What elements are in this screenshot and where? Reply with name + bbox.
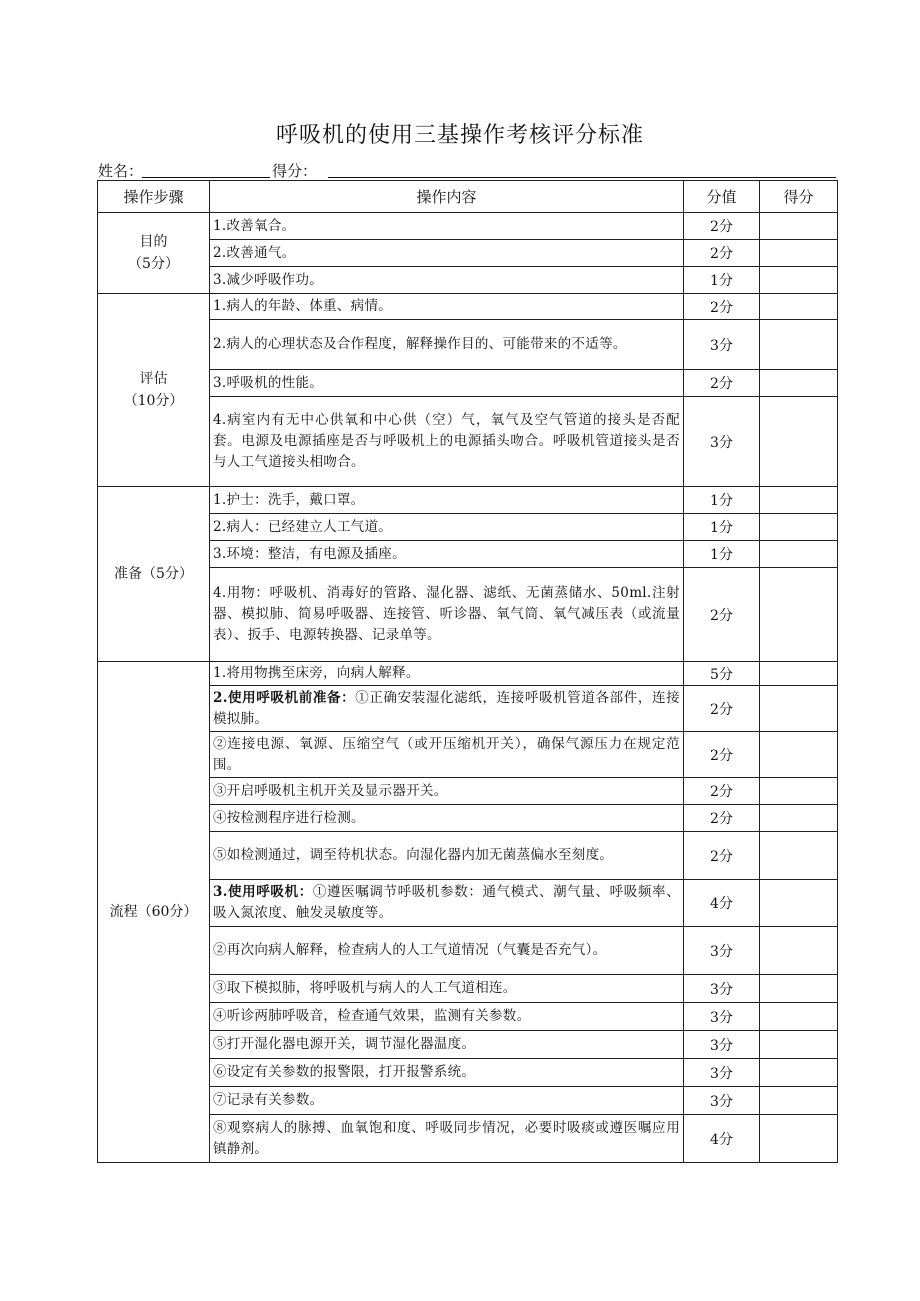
content-text: 1.改善氧合。 xyxy=(213,217,296,234)
content-text: 3.减少呼吸作功。 xyxy=(213,271,324,288)
step-points: （5分） xyxy=(128,256,179,272)
score-cell: 2分 xyxy=(684,213,760,240)
content-text: 1.将用物携至床旁，向病人解释。 xyxy=(213,665,420,681)
content-text: 4.用物：呼吸机、消毒好的管路、湿化器、滤纸、无菌蒸储水、50ml.注射器、模拟肺、简易呼吸器、连接管、听诊器、氧气筒、氧气减压表（或流量表）、扳手、电源转换器、记录单等。 xyxy=(213,585,680,643)
table-row xyxy=(98,662,838,686)
step-cell xyxy=(98,487,210,662)
scoring-table xyxy=(97,180,838,1163)
table-body xyxy=(98,213,838,1163)
score-cell: 2分 xyxy=(684,778,760,805)
score-cell: 4分 xyxy=(684,1115,760,1163)
content-cell xyxy=(210,568,684,662)
score-cell: 2分 xyxy=(684,832,760,880)
table-row xyxy=(98,294,838,320)
got-score-cell[interactable] xyxy=(760,805,838,832)
got-score-cell[interactable] xyxy=(760,514,838,541)
got-score-cell[interactable] xyxy=(760,541,838,568)
score-cell: 3分 xyxy=(684,1003,760,1031)
content-cell xyxy=(210,662,684,686)
content-cell xyxy=(210,541,684,568)
content-cell xyxy=(210,514,684,541)
got-score-cell[interactable] xyxy=(760,832,838,880)
score-cell: 2分 xyxy=(684,240,760,267)
content-cell xyxy=(210,1115,684,1163)
content-cell xyxy=(210,320,684,370)
content-text: ⑦记录有关参数。 xyxy=(213,1092,324,1108)
content-cell xyxy=(210,1031,684,1059)
score-cell: 2分 xyxy=(684,568,760,662)
got-score-cell[interactable] xyxy=(760,880,838,927)
content-text: 2.病人的心理状态及合作程度，解释操作目的、可能带来的不适等。 xyxy=(213,336,627,352)
step-cell xyxy=(98,662,210,1163)
score-cell: 2分 xyxy=(684,732,760,778)
score-cell: 3分 xyxy=(684,927,760,975)
score-cell: 4分 xyxy=(684,880,760,927)
step-label: 评估 xyxy=(139,371,168,387)
content-heading: 3.使用呼吸机： xyxy=(213,884,313,900)
got-score-cell[interactable] xyxy=(760,487,838,514)
score-cell: 3分 xyxy=(684,1087,760,1115)
content-cell xyxy=(210,397,684,487)
header-score: 分值 xyxy=(684,181,760,213)
step-label: 流程（60分） xyxy=(109,904,198,920)
got-score-cell[interactable] xyxy=(760,213,838,240)
content-cell xyxy=(210,267,684,294)
content-heading: 2.使用呼吸机前准备： xyxy=(213,689,356,706)
content-cell xyxy=(210,213,684,240)
header-fields xyxy=(98,160,836,180)
got-score-cell[interactable] xyxy=(760,1087,838,1115)
got-score-cell[interactable] xyxy=(760,568,838,662)
got-score-cell[interactable] xyxy=(760,1003,838,1031)
content-text: 4.病室内有无中心供氧和中心供（空）气，氧气及空气管道的接头是否配套。电源及电源插座是否与呼吸机上的电源插头吻合。呼吸机管道接头是否与人工气道接头相吻合。 xyxy=(213,412,680,470)
content-text: ⑤如检测通过，调至待机状态。向湿化器内加无菌蒸偏水至刻度。 xyxy=(213,847,614,863)
score-cell: 3分 xyxy=(684,975,760,1003)
step-points: （10分） xyxy=(123,393,184,409)
score-cell: 2分 xyxy=(684,370,760,397)
content-text: ②再次向病人解释，检查病人的人工气道情况（气囊是否充气）。 xyxy=(213,942,607,958)
content-cell xyxy=(210,686,684,732)
header-step: 操作步骤 xyxy=(98,181,210,213)
content-cell xyxy=(210,880,684,927)
content-cell xyxy=(210,927,684,975)
score-cell: 1分 xyxy=(684,267,760,294)
content-text: ③取下模拟肺，将呼吸机与病人的人工气道相连。 xyxy=(213,980,517,996)
content-text: 2.改善通气。 xyxy=(213,244,296,261)
content-text: ⑤打开湿化器电源开关，调节湿化器温度。 xyxy=(213,1036,476,1052)
content-text: 1.护士：洗手，戴口罩。 xyxy=(213,491,365,508)
got-score-cell[interactable] xyxy=(760,975,838,1003)
step-cell xyxy=(98,213,210,294)
content-text: ②连接电源、氧源、压缩空气（或开压缩机开关），确保气源压力在规定范围。 xyxy=(213,735,680,773)
got-score-cell[interactable] xyxy=(760,686,838,732)
content-cell xyxy=(210,370,684,397)
content-text: ⑥设定有关参数的报警限，打开报警系统。 xyxy=(213,1064,476,1080)
score-cell: 1分 xyxy=(684,541,760,568)
content-cell xyxy=(210,1003,684,1031)
content-text: ③开启呼吸机主机开关及显示器开关。 xyxy=(213,782,448,799)
content-cell xyxy=(210,975,684,1003)
got-score-cell[interactable] xyxy=(760,1059,838,1087)
content-cell xyxy=(210,778,684,805)
content-text: ④按检测程序进行检测。 xyxy=(213,809,365,826)
got-score-cell[interactable] xyxy=(760,1031,838,1059)
got-score-cell[interactable] xyxy=(760,1115,838,1163)
content-cell xyxy=(210,240,684,267)
content-text: 2.病人：已经建立人工气道。 xyxy=(213,518,393,535)
step-cell xyxy=(98,294,210,487)
score-cell: 2分 xyxy=(684,686,760,732)
content-cell xyxy=(210,1059,684,1087)
got-score-cell[interactable] xyxy=(760,267,838,294)
content-cell xyxy=(210,487,684,514)
score-cell: 2分 xyxy=(684,805,760,832)
header-got: 得分 xyxy=(760,181,838,213)
got-score-cell[interactable] xyxy=(760,778,838,805)
name-label: 姓名： xyxy=(98,162,144,180)
got-score-cell[interactable] xyxy=(760,927,838,975)
step-label: 目的 xyxy=(139,234,168,250)
content-cell xyxy=(210,294,684,320)
score-label: 得分： xyxy=(272,162,318,180)
score-cell: 3分 xyxy=(684,1059,760,1087)
got-score-cell[interactable] xyxy=(760,320,838,370)
score-cell: 5分 xyxy=(684,662,760,686)
header-content: 操作内容 xyxy=(210,181,684,213)
content-cell xyxy=(210,1087,684,1115)
content-text: ①遵医嘱调节呼吸机参数：通气模式、潮气量、呼吸频率、吸入氮浓度、触发灵敏度等。 xyxy=(213,884,680,921)
got-score-cell[interactable] xyxy=(760,732,838,778)
got-score-cell[interactable] xyxy=(760,240,838,267)
score-cell: 2分 xyxy=(684,294,760,320)
table-row xyxy=(98,487,838,514)
content-cell xyxy=(210,732,684,778)
score-cell: 3分 xyxy=(684,320,760,370)
content-text: ⑧观察病人的脉搏、血氧饱和度、呼吸同步情况，必要时吸痰或遵医嘱应用镇静剂。 xyxy=(213,1119,680,1157)
score-cell: 1分 xyxy=(684,487,760,514)
score-cell: 3分 xyxy=(684,397,760,487)
content-text: ④听诊两肺呼吸音，检查通气效果，监测有关参数。 xyxy=(213,1008,531,1024)
table-header-row xyxy=(98,181,838,213)
got-score-cell[interactable] xyxy=(760,662,838,686)
content-text: 3.呼吸机的性能。 xyxy=(213,374,324,391)
score-cell: 3分 xyxy=(684,1031,760,1059)
got-score-cell[interactable] xyxy=(760,397,838,487)
got-score-cell[interactable] xyxy=(760,370,838,397)
page-title: 呼吸机的使用三基操作考核评分标准 xyxy=(275,123,644,148)
content-text: 3.环境：整洁，有电源及插座。 xyxy=(213,545,406,562)
got-score-cell[interactable] xyxy=(760,294,838,320)
content-cell xyxy=(210,805,684,832)
table-row xyxy=(98,213,838,240)
content-text: ①正确安装湿化滤纸，连接呼吸机管道各部件，连接模拟肺。 xyxy=(213,689,680,727)
content-text: 1.病人的年龄、体重、病情。 xyxy=(213,298,393,314)
name-field[interactable] xyxy=(142,177,270,178)
score-cell: 1分 xyxy=(684,514,760,541)
score-field[interactable] xyxy=(328,177,836,178)
content-cell xyxy=(210,832,684,880)
step-label: 准备（5分） xyxy=(114,566,193,582)
